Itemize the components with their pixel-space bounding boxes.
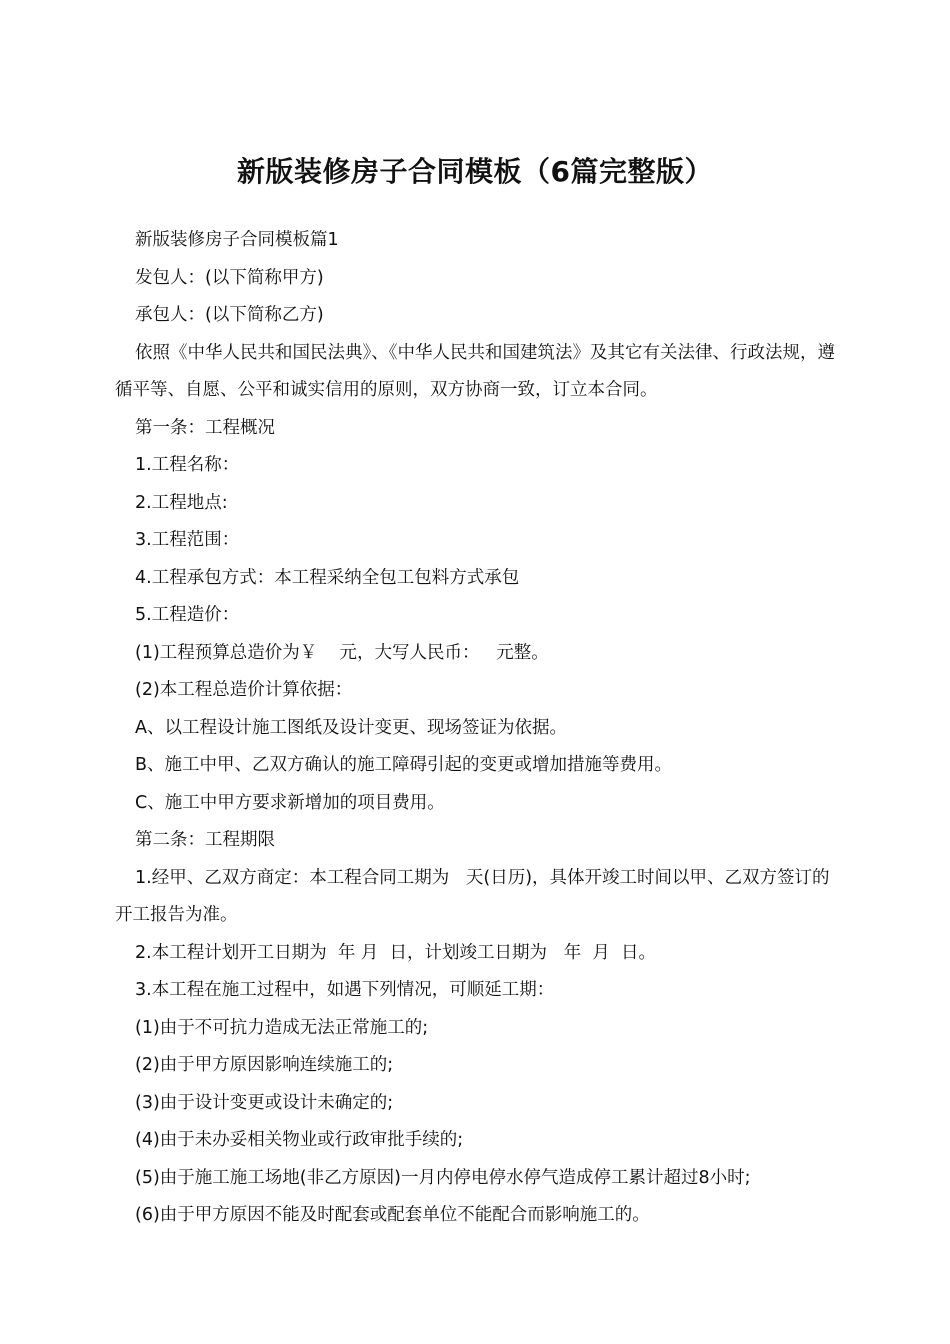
document-body xyxy=(115,222,840,1235)
paragraph-item: 3.本工程在施工过程中，如遇下列情况，可顺延工期： xyxy=(135,980,555,1000)
paragraph-item: (2)由于甲方原因影响连续施工的; xyxy=(135,1055,394,1075)
paragraph-item: 2.本工程计划开工日期为 年 月 日，计划竣工日期为 年 月 日。 xyxy=(135,942,656,963)
paragraph-party-b: 承包人：(以下简称乙方) xyxy=(135,305,324,325)
paragraph-item: (1)由于不可抗力造成无法正常施工的; xyxy=(135,1017,429,1038)
paragraph-party-a: 发包人：(以下简称甲方) xyxy=(135,267,324,288)
paragraph-item: A、以工程设计施工图纸及设计变更、现场签证为依据。 xyxy=(135,717,567,738)
paragraph-section-heading: 新版装修房子合同模板篇1 xyxy=(135,230,339,250)
paragraph-item: (1)工程预算总造价为￥ 元，大写人民币： 元整。 xyxy=(135,642,549,663)
paragraph-preamble: 依照《中华人民共和国民法典》、《中华人民共和国建筑法》及其它有关法律、行政法规，遵循平等、自愿、公平和诚实信用的原则，双方协商一致，订立本合同。 xyxy=(115,342,835,400)
paragraph-item: 1.经甲、乙双方商定：本工程合同工期为 天(日历)，具体开竣工时间以甲、乙双方签订的开工报告为准。 xyxy=(115,867,830,925)
document-title: 新版装修房子合同模板（6篇完整版） xyxy=(237,154,713,188)
paragraph-item: 3.工程范围： xyxy=(135,530,240,550)
paragraph-item: C、施工中甲方要求新增加的项目费用。 xyxy=(135,792,445,813)
paragraph-item: (4)由于未办妥相关物业或行政审批手续的; xyxy=(135,1130,464,1150)
paragraph-item: 4.工程承包方式：本工程采纳全包工包料方式承包 xyxy=(135,567,520,588)
paragraph-item: 5.工程造价： xyxy=(135,605,240,625)
paragraph-item: (5)由于施工施工场地(非乙方原因)一月内停电停水停气造成停工累计超过8小时; xyxy=(135,1167,751,1188)
paragraph-item: (3)由于设计变更或设计未确定的; xyxy=(135,1092,394,1113)
paragraph-item: 2.工程地点: xyxy=(135,492,228,513)
paragraph-item: (6)由于甲方原因不能及时配套或配套单位不能配合而影响施工的。 xyxy=(135,1205,650,1225)
paragraph-article-1: 第一条：工程概况 xyxy=(135,417,275,438)
paragraph-item: 1.工程名称： xyxy=(135,455,240,475)
paragraph-item: (2)本工程总造价计算依据： xyxy=(135,680,353,700)
paragraph-item: B、施工中甲、乙双方确认的施工障碍引起的变更或增加措施等费用。 xyxy=(135,755,673,775)
paragraph-article-2: 第二条：工程期限 xyxy=(135,830,275,850)
